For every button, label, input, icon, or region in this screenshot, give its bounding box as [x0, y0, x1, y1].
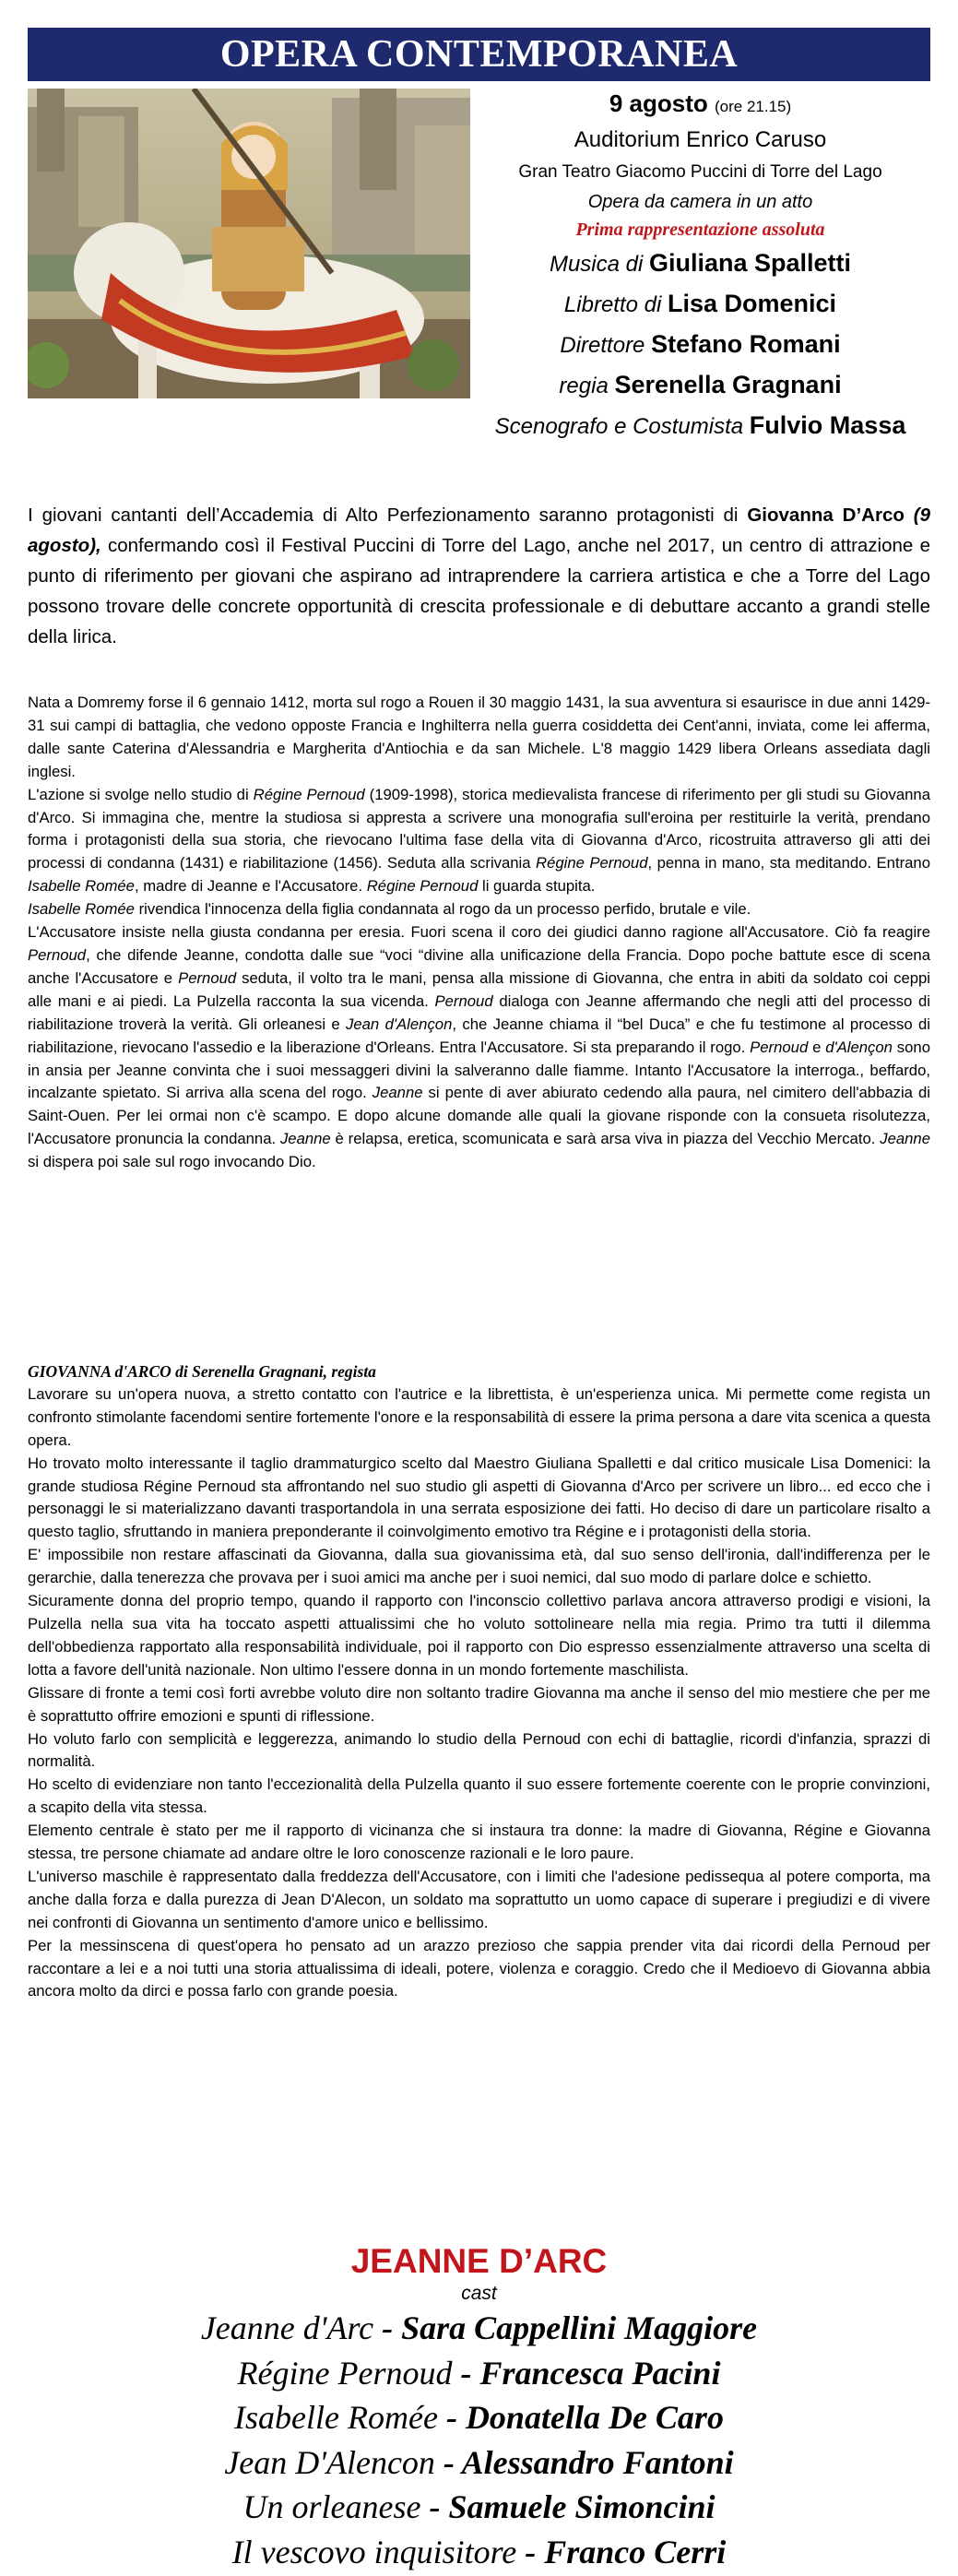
header-section [28, 81, 930, 487]
cast-row [28, 2351, 930, 2396]
text: , che Jeanne chiama il “bel Duca” e che fu testimone al processo di riabilitazione, rievocano l'assedio e la liberazione d'Orleans. Entra l'Accusatore. Si sta preparando il rogo. [28, 1015, 930, 1056]
text: Régine Pernoud [536, 854, 648, 873]
cast-sep: - [452, 2354, 480, 2392]
cast-sep: - [373, 2309, 402, 2346]
credit-director [470, 365, 930, 406]
director-paragraph: Ho voluto farlo con semplicità e leggerezza, animando lo studio della Pernoud con echi di battaglie, ricordi d'infanzia, sprazzi di normalità. [28, 1729, 930, 1771]
intro-text: confermando così il Festival Puccini di Torre del Lago, anche nel 2017, un centro di attrazione e punto di riferimento per giovani che aspirano ad intraprendere la carriera artistica e che a Torre del Lago possono trovare delle concrete opportunità di crescita professionale e di debuttare accanto a grandi stelle della lirica. [28, 535, 930, 647]
synopsis-paragraph: Nata a Domremy forse il 6 gennaio 1412, morta sul rogo a Rouen il 30 maggio 1431, la sua avventura si esaurisce in due anni 1429-31 sui campi di battaglia, che vedono opposte Francia e Inghilterra nella guerra cosiddetta dei Cent'anni, inviata, come lei afferma, dalle sante Caterina d'Alessandria e Margherita d'Antiochia e da san Michele. L'8 maggio 1429 libera Orleans assediata dagli inglesi. [28, 694, 930, 780]
text: Pernoud [434, 991, 493, 1010]
cast-title: JEANNE D’ARC [350, 2242, 608, 2280]
text: dialoga con Jeanne affermando che negli atti del processo di riabilitazione troverà la verità. Gli orleanesi e [28, 991, 930, 1033]
banner-title: OPERA CONTEMPORANEA [28, 28, 930, 81]
cast-role: Régine Pernoud [237, 2354, 453, 2392]
text: Jean d'Alençon [346, 1015, 453, 1033]
text: Pernoud [178, 968, 237, 987]
director-paragraph: Per la messinscena di quest'opera ho pensato ad un arazzo prezioso che sappia prender vita dai ricordi della Pernoud per raccontare a lei e a noi tutti una storia attualissima di ideali, potere, violenza e coraggio. Credo che il Medioevo di Giovanna abbia ancora molto da dirci e possa farlo con grande poesia. [28, 1936, 930, 2000]
credit-role: Musica di [549, 252, 644, 277]
credit-name: Serenella Gragnani [614, 371, 842, 398]
credit-role: regia [559, 374, 609, 398]
cast-sep: - [516, 2533, 545, 2570]
credit-name: Lisa Domenici [668, 290, 837, 317]
credit-role: Scenografo e Costumista [494, 414, 744, 439]
credit-libretto [470, 284, 930, 325]
event-date: 9 agosto [609, 89, 708, 117]
cast-role: Jeanne d'Arc [200, 2309, 374, 2346]
text: sono in ansia per Jeanne convinta che i suoi messaggeri divini la salveranno dalle fiamme. Intanto l'Accusatore la interroga., beffardo, incalzante spietato. Si arriva alla scena del rogo. [28, 1038, 930, 1102]
director-paragraph: Glissare di fronte a temi così forti avrebbe voluto dire non soltanto tradire Giovanna ma anche il senso del mio mestiere che per me è soprattutto offrire emozioni e spunti di riflessione. [28, 1683, 930, 1725]
text: , madre di Jeanne e l'Accusatore. [134, 877, 367, 896]
cast-singer: Alessandro Fantoni [461, 2443, 734, 2481]
cast-sep: - [437, 2399, 466, 2436]
cast-role: Un orleanese [242, 2488, 421, 2525]
director-paragraph: Lavorare su un'opera nuova, a stretto contatto con l'autrice e la librettista, è un'esperienza unica. Mi permette come regista un confronto stimolante facendomi sentire fortemente l'onore e la responsabilità di essere la prima persona a dare vita scenica a questa opera. [28, 1384, 930, 1449]
text: Jeanne [880, 1130, 930, 1148]
cast-sep: - [434, 2443, 462, 2481]
text: si pente di aver abiurato cedendo alla paura, nel cimitero dell'abbazia di Saint-Ouen. Per lei ormai non c'è scampo. E dopo alcune domande alle quali la giovane risponde con la consueta risolutezza, l'Accusatore pronuncia la condanna. [28, 1084, 930, 1148]
joan-of-arc-painting [28, 89, 470, 398]
director-paragraph: L'universo maschile è rappresentato dalla freddezza dell'Accusatore, con i limiti che l'adesione pedissequa al potere comporta, ma anche dalla forza e dalla purezza di Jean D'Alecon, un soldato ma soprattutto un uomo capace di superare i pregiudizi e di vivere nei confronti di Giovanna un sentimento d'amore unico e bellissimo. [28, 1867, 930, 1931]
credit-conductor [470, 325, 930, 365]
page [28, 28, 930, 2570]
synopsis [28, 692, 930, 1174]
text: , penna in mano, sta meditando. Entrano [647, 854, 930, 873]
text: Pernoud [750, 1038, 809, 1056]
credit-name: Giuliana Spalletti [649, 249, 852, 277]
text: Régine Pernoud [366, 877, 479, 896]
director-paragraph: Ho trovato molto interessante il taglio drammaturgico scelto dal Maestro Giuliana Spalletti e dal critico musicale Lisa Domenici: la grande studiosa Régine Pernoud sta affrontando nel suo studio gli aspetti di Giovanna d'Arco per scrivere un libro... ed ecco che i personaggi le si materializzano davanti trasportandola in una serrata esposizione dei fatti. Ho deciso di dare un particolare risalto a questo taglio, sfruttando in maniera preponderante il coinvolgimento emotivo tra Régine e i protagonisti della storia. [28, 1454, 930, 1541]
event-time: (ore 21.15) [714, 98, 792, 115]
cast-sep: - [420, 2488, 449, 2525]
text: L'Accusatore insiste nella giusta condanna per eresia. Fuori scena il coro dei giudici danno ragione all'Accusatore. Ciò fa reagire [28, 923, 930, 942]
synopsis-paragraph [28, 898, 930, 921]
cast-subtitle: cast [461, 2283, 497, 2304]
event-date-line [470, 87, 930, 124]
credit-designer [470, 406, 930, 446]
director-paragraph: E' impossibile non restare affascinati da Giovanna, dalla sua giovanissima età, dal suo senso dell'ironia, dall'indifferenza per le gerarchie, dalla tenerezza che provava per i suoi amici ma anche per i suoi nemici, dal suo modo di parlare dolce e schietto. [28, 1546, 930, 1587]
event-venue: Auditorium Enrico Caruso [574, 127, 827, 152]
intro-paragraph [28, 500, 930, 652]
synopsis-paragraph [28, 921, 930, 1174]
text: li guarda stupita. [478, 877, 596, 896]
text: L'azione si svolge nello studio di [28, 785, 254, 803]
text: (1909-1998), storica medievalista francese di riferimento per gli studi su Giovanna d'Arco. Si immagina che, mentre la studiosa si appresta a scrivere una monografia sull'eroina per restituirle la verità, prendano forma i protagonisti della sua storia, che rievocano l'ultima fase della vita di Giovanna d'Arco, ricostruita attraverso gli atti dei processi di condanna (1431) e riabilitazione (1456). Seduta alla scrivania [28, 785, 930, 873]
text: si dispera poi sale sul rogo invocando Dio. [28, 1153, 316, 1171]
text: Isabelle Romée [28, 900, 135, 919]
credit-role: Direttore [560, 333, 645, 358]
text: Régine Pernoud [253, 785, 365, 803]
director-paragraph: Ho scelto di evidenziare non tanto l'eccezionalità della Pulzella quanto il suo essere fortemente coerente con le proprie convinzioni, a scapito della vita stessa. [28, 1775, 930, 1817]
event-info [470, 87, 930, 446]
director-notes-heading: GIOVANNA d'ARCO di Serenella Gragnani, regista [28, 1362, 376, 1381]
credit-role: Libretto di [563, 292, 662, 317]
cast-role: Isabelle Romée [234, 2399, 438, 2436]
synopsis-paragraph [28, 784, 930, 899]
cast-singer: Franco Cerri [544, 2533, 727, 2570]
intro-text: I giovani cantanti dell’Accademia di Alto Perfezionamento saranno protagonisti di [28, 505, 748, 526]
credit-music [470, 243, 930, 284]
text: d'Alençon [825, 1038, 893, 1056]
text: e [808, 1038, 826, 1056]
intro-opera-title: Giovanna D’Arco [747, 505, 905, 526]
text: Isabelle Romée [28, 877, 135, 896]
cast-singer: Sara Cappellini Maggiore [401, 2309, 758, 2346]
painting-illustration [28, 89, 470, 398]
text: è relapsa, eretica, scomunicata e sarà arsa viva in piazza del Vecchio Mercato. [330, 1130, 881, 1148]
event-kind: Opera da camera in un atto [587, 192, 813, 212]
text: Jeanne [372, 1084, 423, 1102]
credit-name: Stefano Romani [651, 330, 841, 358]
cast-row [28, 2440, 930, 2486]
text: Pernoud [28, 945, 87, 964]
text: , che difende Jeanne, condotta dalle sue “voci “divine alla unificazione della Francia. Dopo poche battute esce di scena anche l'Accusatore e [28, 945, 930, 987]
text: seduta, il volto tra le mani, pensa alla missione di Giovanna, che entra in abiti da soldato coi ceppi alle mani e ai piedi. La Pulzella racconta la sua vicenda. [28, 968, 930, 1010]
cast-section [28, 2241, 930, 2574]
text: rivendica l'innocenza della figlia condannata al rogo da un processo perfido, brutale e vile. [134, 900, 751, 919]
director-notes [28, 1360, 930, 2003]
cast-role: Jean D'Alencon [224, 2443, 435, 2481]
cast-row [28, 2306, 930, 2351]
cast-row [28, 2530, 930, 2575]
director-paragraph: Elemento centrale è stato per me il rapporto di vicinanza che si instaura tra donne: la madre di Giovanna, Régine e Giovanna stessa, tre persone chiamate ad andare oltre le loro conoscenze razionali e le loro paure. [28, 1822, 930, 1863]
credit-name: Fulvio Massa [749, 411, 906, 439]
director-paragraph: Sicuramente donna del proprio tempo, quando il rapporto con l'inconscio collettivo parlava ancora attraverso prodigi e visioni, la Pulzella nella sua vita ha toccato aspetti attualissimi che ho voluto sottolineare nella mia regia. Primo tra tutti il dilemma dell'obbedienza rapportato alla responsabilità individuale, poi il rapporto con Dio espresso essenzialmente attraverso una scelta di lotta a favore dell'unità nazionale. Non ultimo l'essere donna in un mondo fortemente maschilista. [28, 1592, 930, 1679]
event-premiere: Prima rappresentazione assoluta [575, 220, 825, 240]
cast-singer: Donatella De Caro [465, 2399, 724, 2436]
intro-date: (9 agosto), [28, 505, 930, 556]
cast-singer: Samuele Simoncini [448, 2488, 716, 2525]
cast-row [28, 2395, 930, 2440]
text: Jeanne [279, 1130, 331, 1148]
cast-role: Il vescovo inquisitore [231, 2533, 517, 2570]
cast-row [28, 2485, 930, 2530]
cast-singer: Francesca Pacini [479, 2354, 721, 2392]
event-theatre: Gran Teatro Giacomo Puccini di Torre del Lago [518, 162, 882, 182]
